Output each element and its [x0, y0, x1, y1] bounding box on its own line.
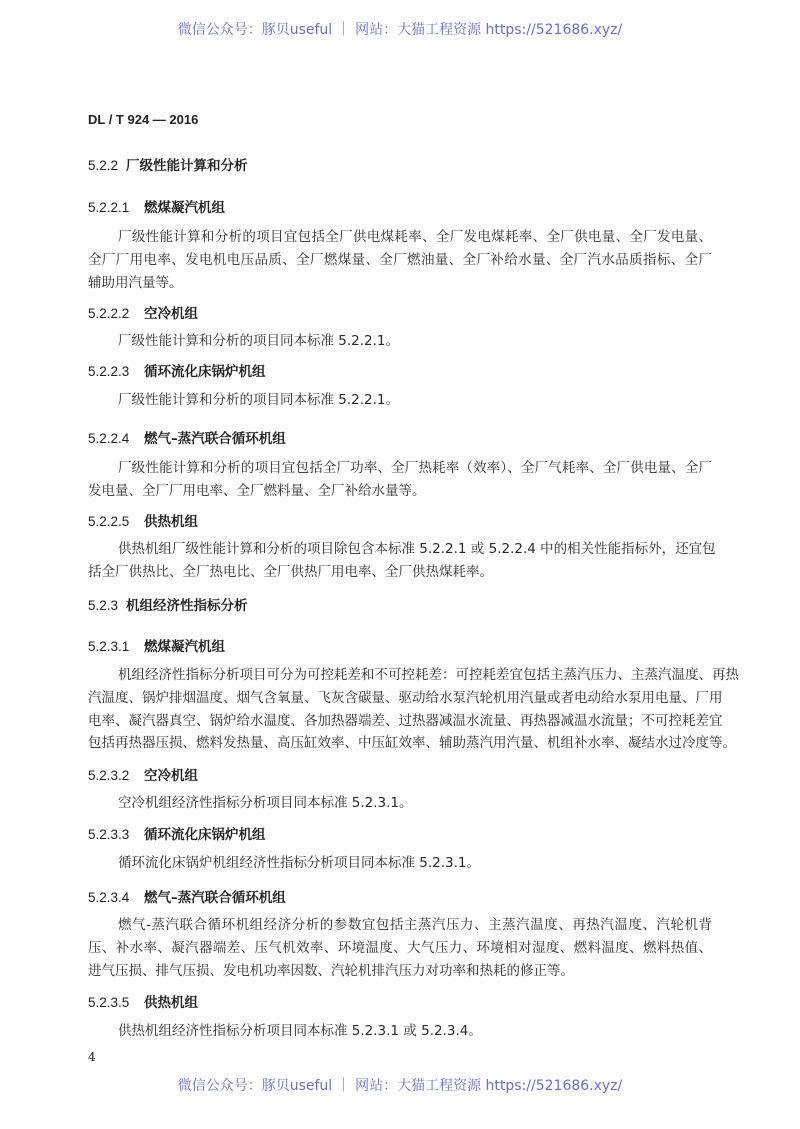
section-number: 5.2.2 — [88, 158, 119, 173]
paragraph-line: 电率、凝汽器真空、锅炉给水温度、各加热器端差、过热器减温水流量、再热器减温水流量；不可控耗差宜 — [88, 713, 723, 729]
standard-code-header: DL / T 924 — 2016 — [88, 112, 199, 127]
paragraph-line: 包括再热器压损、燃料发热量、高压缸效率、中压缸效率、辅助蒸汽用汽量、机组补水率、凝结水过冷度等。 — [88, 735, 736, 751]
section-heading — [88, 302, 198, 322]
section-number: 5.2.3.5 — [88, 995, 130, 1010]
section-title: 空冷机组 — [144, 768, 198, 784]
section-number: 5.2.2.2 — [88, 306, 130, 321]
section-title: 机组经济性指标分析 — [126, 598, 248, 614]
section-number: 5.2.3.4 — [88, 890, 130, 905]
section-title: 燃气–蒸汽联合循环机组 — [144, 431, 286, 447]
section-title: 厂级性能计算和分析 — [126, 158, 248, 174]
paragraph-line: 汽温度、锅炉排烟温度、烟气含氧量、飞灰含碳量、驱动给水泵汽轮机用汽量或者电动给水泵用电量、厂用 — [88, 690, 723, 706]
section-number: 5.2.2.1 — [88, 200, 130, 215]
section-title: 循环流化床锅炉机组 — [144, 827, 266, 843]
paragraph-line: 括全厂供热比、全厂热电比、全厂供热厂用电率、全厂供热煤耗率。 — [88, 564, 493, 580]
paragraph-line: 厂级性能计算和分析的项目宜包括全厂供电煤耗率、全厂发电煤耗率、全厂供电量、全厂发电量、 — [118, 229, 712, 245]
paragraph-line: 供热机组经济性指标分析项目同本标准 5.2.3.1 或 5.2.3.4。 — [118, 1023, 482, 1039]
paragraph-line: 燃气-蒸汽联合循环机组经济分析的参数宜包括主蒸汽压力、主蒸汽温度、再热汽温度、汽轮机背 — [118, 917, 712, 933]
section-number: 5.2.2.4 — [88, 431, 130, 446]
paragraph-line: 供热机组厂级性能计算和分析的项目除包含本标准 5.2.2.1 或 5.2.2.4 中的相关性能指标外，还宜包 — [118, 541, 716, 557]
section-heading — [88, 154, 248, 174]
section-heading — [88, 886, 286, 906]
section-number: 5.2.3 — [88, 598, 119, 613]
section-title: 燃气–蒸汽联合循环机组 — [144, 890, 286, 906]
section-title: 供热机组 — [144, 514, 198, 530]
paragraph-line: 空冷机组经济性指标分析项目同本标准 5.2.3.1。 — [118, 795, 413, 811]
section-heading — [88, 764, 198, 784]
paragraph-line: 机组经济性指标分析项目可分为可控耗差和不可控耗差：可控耗差宜包括主蒸汽压力、主蒸汽温度、再热 — [118, 667, 739, 683]
section-title: 循环流化床锅炉机组 — [144, 364, 266, 380]
section-number: 5.2.2.3 — [88, 364, 130, 379]
section-heading — [88, 427, 286, 447]
section-number: 5.2.3.2 — [88, 768, 130, 783]
page-number: 4 — [88, 1050, 96, 1064]
paragraph-line: 压、补水率、凝汽器端差、压气机效率、环境温度、大气压力、环境相对湿度、燃料温度、燃料热值、 — [88, 940, 712, 956]
paragraph-line: 循环流化床锅炉机组经济性指标分析项目同本标准 5.2.3.1。 — [118, 855, 481, 871]
paragraph-line: 发电量、全厂厂用电率、全厂燃料量、全厂补给水量等。 — [88, 483, 426, 499]
section-title: 燃煤凝汽机组 — [144, 200, 225, 216]
section-title: 供热机组 — [144, 995, 198, 1011]
section-number: 5.2.3.1 — [88, 639, 130, 654]
paragraph-line: 辅助用汽量等。 — [88, 275, 183, 291]
section-heading — [88, 510, 198, 530]
paragraph-line: 全厂厂用电率、发电机电压品质、全厂燃煤量、全厂燃油量、全厂补给水量、全厂汽水品质指标、全厂 — [88, 252, 712, 268]
paragraph-line: 进气压损、排气压损、发电机功率因数、汽轮机排汽压力对功率和热耗的修正等。 — [88, 963, 574, 979]
paragraph-line: 厂级性能计算和分析的项目同本标准 5.2.2.1。 — [118, 392, 400, 408]
section-heading — [88, 635, 225, 655]
section-heading — [88, 823, 266, 843]
watermark-bottom: 微信公众号：豚贝useful ｜ 网站：大猫工程资源 https://521686.xyz/ — [177, 1078, 623, 1094]
section-heading — [88, 196, 225, 216]
section-number: 5.2.3.3 — [88, 827, 130, 842]
section-heading — [88, 360, 266, 380]
paragraph-line: 厂级性能计算和分析的项目宜包括全厂功率、全厂热耗率（效率）、全厂气耗率、全厂供电量、全厂 — [118, 460, 712, 476]
section-heading — [88, 594, 248, 614]
section-title: 空冷机组 — [144, 306, 198, 322]
paragraph-line: 厂级性能计算和分析的项目同本标准 5.2.2.1。 — [118, 333, 400, 349]
section-heading — [88, 991, 198, 1011]
section-title: 燃煤凝汽机组 — [144, 639, 225, 655]
section-number: 5.2.2.5 — [88, 514, 130, 529]
watermark-top: 微信公众号：豚贝useful ｜ 网站：大猫工程资源 https://521686.xyz/ — [177, 22, 623, 38]
